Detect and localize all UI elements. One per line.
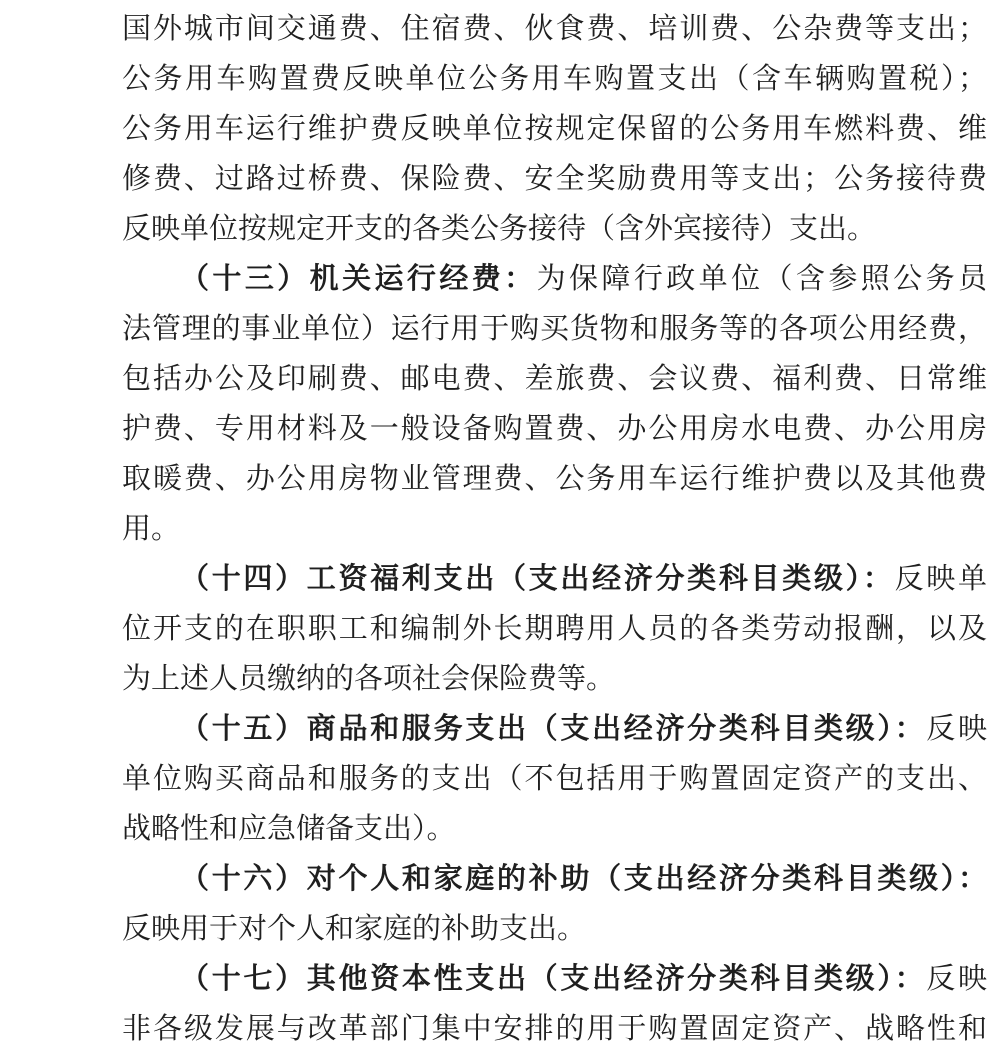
text-line (122, 704, 987, 754)
section-heading: （十六）对个人和家庭的补助（支出经济分类科目类级）： (180, 863, 987, 895)
text-line (122, 104, 987, 154)
text-segment: 反映 (926, 713, 987, 745)
text-line (122, 254, 987, 304)
text-line (122, 4, 987, 54)
text-segment: 反映 (926, 963, 987, 995)
text-line (122, 304, 987, 354)
section-heading: （十七）其他资本性支出（支出经济分类科目类级）： (180, 963, 927, 995)
text-segment: 为保障行政单位（含参照公务员 (536, 263, 987, 295)
text-line (122, 504, 987, 554)
text-segment: 公务用车运行维护费反映单位按规定保留的公务用车燃料费、维 (122, 113, 987, 145)
text-segment: 为上述人员缴纳的各项社会保险费等。 (122, 663, 616, 695)
document-body (122, 4, 987, 1054)
text-line (122, 154, 987, 204)
text-line (122, 954, 987, 1004)
text-segment: 反映单 (894, 563, 987, 595)
text-segment: 护费、专用材料及一般设备购置费、办公用房水电费、办公用房 (122, 413, 987, 445)
text-segment: 国外城市间交通费、住宿费、伙食费、培训费、公杂费等支出； (122, 13, 987, 45)
section-heading: （十五）商品和服务支出（支出经济分类科目类级）： (180, 713, 927, 745)
text-line (122, 204, 987, 254)
text-line (122, 604, 987, 654)
text-segment: 战略性和应急储备支出）。 (122, 813, 456, 845)
text-segment: 非各级发展与改革部门集中安排的用于购置固定资产、战略性和 (122, 1013, 987, 1045)
text-line (122, 654, 987, 704)
text-segment: 位开支的在职职工和编制外长期聘用人员的各类劳动报酬，以及 (122, 613, 987, 645)
text-line (122, 354, 987, 404)
text-segment: 公务用车购置费反映单位公务用车购置支出（含车辆购置税）； (122, 63, 987, 95)
text-segment: 用。 (122, 513, 181, 545)
text-segment: 反映单位按规定开支的各类公务接待（含外宾接待）支出。 (122, 213, 877, 245)
text-segment: 法管理的事业单位）运行用于购买货物和服务等的各项公用经费， (122, 313, 987, 345)
text-line (122, 454, 987, 504)
text-line (122, 1004, 987, 1054)
text-segment: 单位购买商品和服务的支出（不包括用于购置固定资产的支出、 (122, 763, 987, 795)
section-heading: （十三）机关运行经费： (180, 263, 537, 295)
text-line (122, 404, 987, 454)
section-heading: （十四）工资福利支出（支出经济分类科目类级）： (180, 563, 895, 595)
text-line (122, 554, 987, 604)
text-segment: 反映用于对个人和家庭的补助支出。 (122, 913, 587, 945)
text-line (122, 804, 987, 854)
text-line (122, 754, 987, 804)
text-segment: 取暖费、办公用房物业管理费、公务用车运行维护费以及其他费 (122, 463, 987, 495)
text-segment: 修费、过路过桥费、保险费、安全奖励费用等支出；公务接待费 (122, 163, 987, 195)
text-line (122, 904, 987, 954)
text-line (122, 54, 987, 104)
text-line (122, 854, 987, 904)
text-segment: 包括办公及印刷费、邮电费、差旅费、会议费、福利费、日常维 (122, 363, 987, 395)
